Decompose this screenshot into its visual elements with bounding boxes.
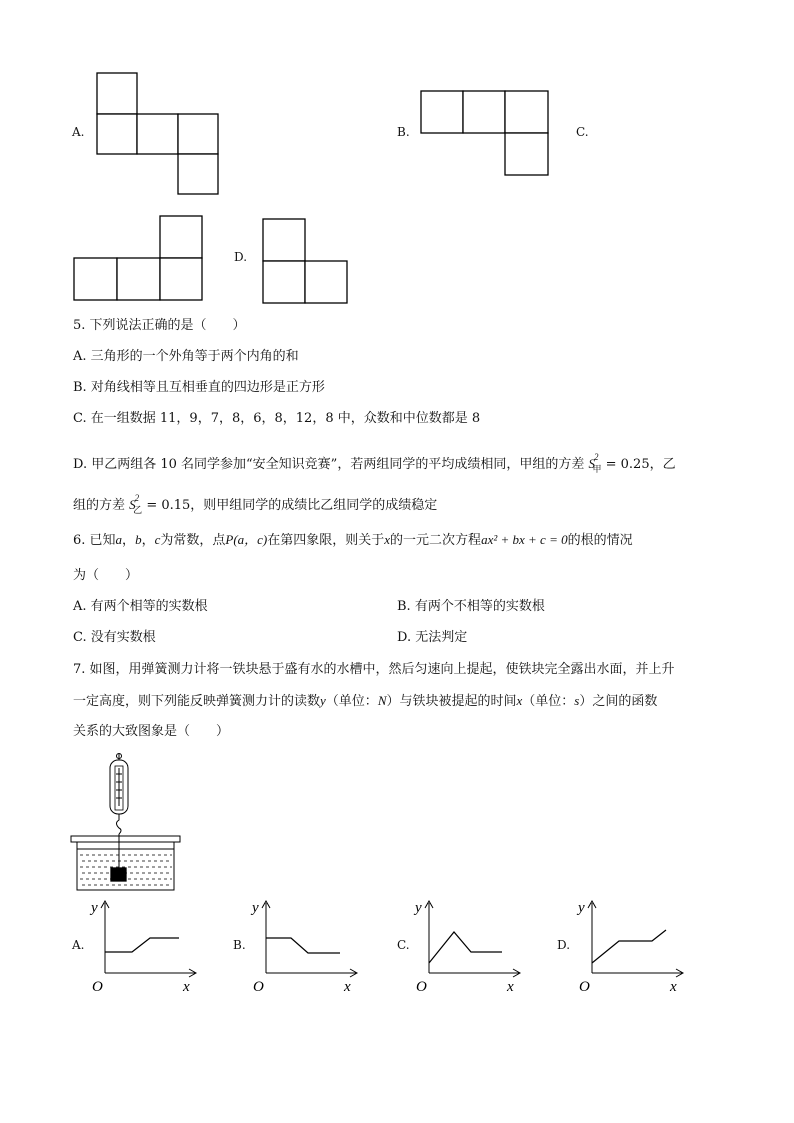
q5-d-text-end: ，乙 [649, 457, 676, 472]
net-figure-c [73, 215, 205, 303]
q5-option-d-line2 [73, 488, 437, 520]
origin-label: O [416, 979, 427, 995]
q6-option-a: A. 有两个相等的实数根 [73, 599, 208, 614]
graph-c-label: C. [397, 938, 410, 952]
q6-option-d: D. 无法判定 [397, 630, 468, 645]
q7-stem-line2 [73, 691, 657, 712]
option-b-label: B. [397, 125, 410, 139]
q6-stem-line2: 为（ ） [73, 568, 139, 583]
q7-stem-line3: 关系的大致图象是（ ） [73, 724, 230, 739]
var-y: y [320, 693, 326, 708]
origin-label: O [253, 979, 264, 995]
q6-text-3: 在第四象限，则关于 [267, 533, 385, 548]
q7-stem-line1: 7. 如图，用弹簧测力计将一铁块悬于盛有水的水槽中，然后匀速向上提起，使铁块完全露出水面，并上升 [73, 662, 675, 677]
q5-option-a: A. 三角形的一个外角等于两个内角的和 [73, 349, 299, 364]
net-figure-d [262, 218, 350, 306]
sep-1: ， [122, 533, 136, 548]
var-b: b [135, 532, 142, 547]
q6-text-2: 为常数，点 [160, 533, 226, 548]
graph-d [577, 895, 687, 995]
q6-text-1: 6. 已知 [73, 533, 116, 548]
variance-yi-value: = 0.15 [146, 498, 191, 513]
y-axis-label: y [415, 900, 422, 916]
net-figure-a [96, 72, 220, 196]
q6-stem-line1 [73, 530, 633, 551]
q5-option-c: C. 在一组数据 11，9，7，8，6，8，12，8 中，众数和中位数都是 8 [73, 411, 481, 426]
variance-jia-value: = 0.25 [605, 457, 650, 472]
origin-label: O [92, 979, 103, 995]
q6-text-5: 的根的情况 [567, 533, 633, 548]
sep-2: ， [141, 533, 155, 548]
q6-text-4: 的一元二次方程 [390, 533, 482, 548]
q6-option-c: C. 没有实数根 [73, 630, 156, 645]
x-axis-label: x [183, 979, 190, 995]
variance-yi-symbol: S2乙 [129, 493, 143, 515]
q5-stem: 5. 下列说法正确的是（ ） [73, 318, 246, 333]
q7-text-5: ）之间的函数 [579, 694, 658, 709]
q7-text-1: 一定高度，则下列能反映弹簧测力计的读数 [73, 694, 321, 709]
point-p: P(a，c) [225, 532, 268, 547]
q5-d-text: D. 甲乙两组各 10 名同学参加“安全知识竞赛”，若两组同学的平均成绩相同，甲组的方差 [73, 457, 585, 472]
graph-a [90, 895, 200, 995]
origin-label: O [579, 979, 590, 995]
net-figure-b [420, 90, 552, 178]
option-a-label: A. [72, 125, 85, 139]
y-axis-label: y [578, 900, 585, 916]
q5-option-d-line1 [73, 447, 676, 479]
var-a: a [115, 532, 123, 547]
y-axis-label: y [91, 900, 98, 916]
graph-b [251, 895, 361, 995]
q5-d-text-2-end: ，则甲组同学的成绩比乙组同学的成绩稳定 [190, 498, 438, 513]
q5-option-b: B. 对角线相等且互相垂直的四边形是正方形 [73, 380, 325, 395]
var-x: x [384, 532, 391, 547]
unit-newton: N [377, 693, 387, 708]
y-axis-label: y [252, 900, 259, 916]
graph-d-label: D. [557, 938, 571, 952]
var-c: c [154, 532, 161, 547]
unit-second: s [574, 693, 580, 708]
q6-option-b: B. 有两个不相等的实数根 [397, 599, 545, 614]
graph-c [414, 895, 524, 995]
option-d-label: D. [234, 250, 248, 264]
var-x-q7: x [516, 693, 523, 708]
x-axis-label: x [507, 979, 514, 995]
x-axis-label: x [670, 979, 677, 995]
graph-a-label: A. [72, 938, 85, 952]
spring-scale-tank-illustration [70, 752, 182, 894]
option-c-label: C. [576, 125, 589, 139]
graph-b-label: B. [233, 938, 246, 952]
q7-text-4: （单位： [522, 694, 575, 709]
q7-text-3: ）与铁块被提起的时间 [386, 694, 517, 709]
quadratic-equation: ax² + bx + c = 0 [481, 532, 568, 547]
variance-jia-symbol: S2甲 [588, 452, 602, 474]
x-axis-label: x [344, 979, 351, 995]
q5-d-text-2: 组的方差 [73, 498, 126, 513]
q7-text-2: （单位： [325, 694, 378, 709]
